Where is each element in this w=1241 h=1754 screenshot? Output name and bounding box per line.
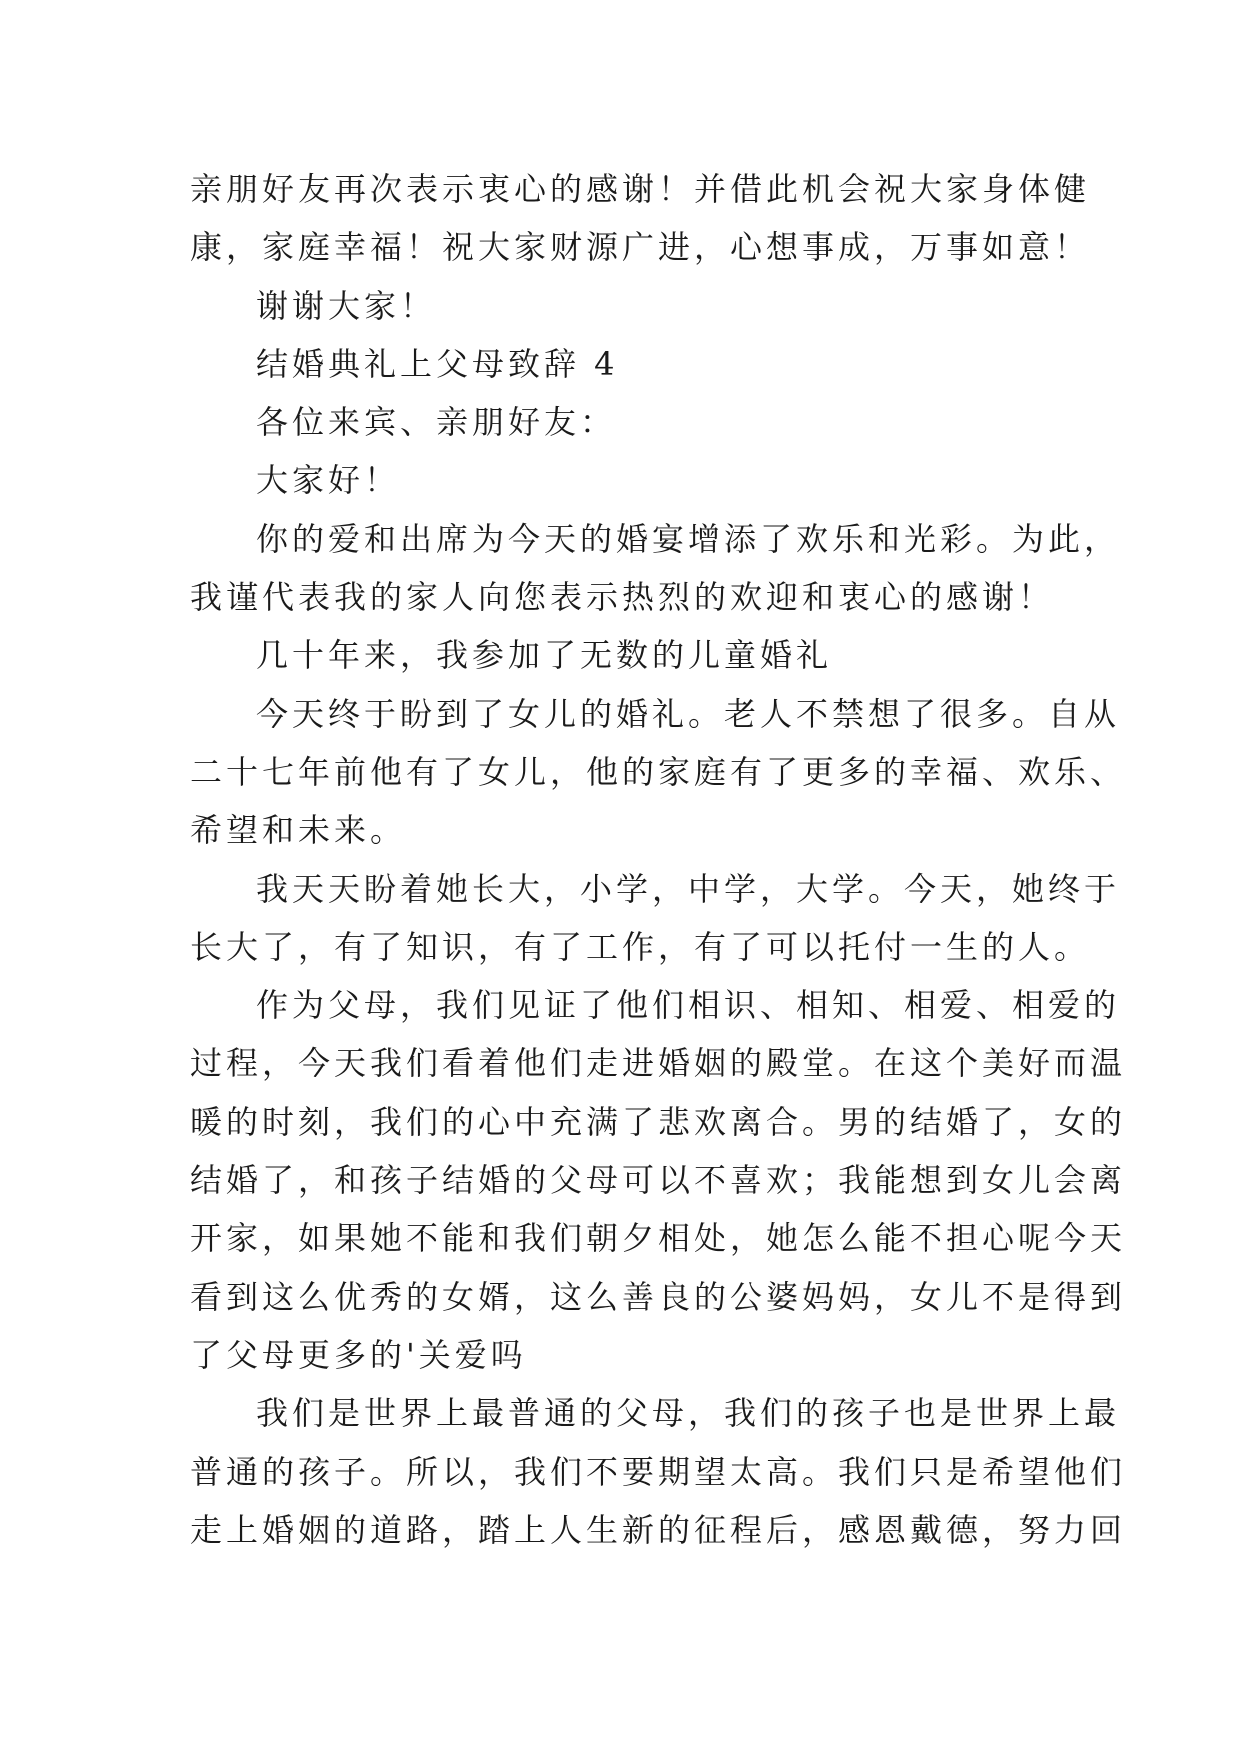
salutation: 各位来宾、亲朋好友： <box>256 403 617 442</box>
text-line: 今天终于盼到了女儿的婚礼。老人不禁想了很多。自从 <box>256 694 1121 733</box>
text-line: 看到这么优秀的女婿，这么善良的公婆妈妈，女儿不是得到 <box>190 1277 1127 1316</box>
text-line: 结婚了，和孩子结婚的父母可以不喜欢；我能想到女儿会离 <box>190 1161 1127 1200</box>
text-line: 作为父母，我们见证了他们相识、相知、相爱、相爱的 <box>256 986 1121 1025</box>
text-line: 普通的孩子。所以，我们不要期望太高。我们只是希望他们 <box>190 1452 1127 1491</box>
text-line: 长大了，有了知识，有了工作，有了可以托付一生的人。 <box>190 927 1091 966</box>
text-line: 暖的时刻，我们的心中充满了悲欢离合。男的结婚了，女的 <box>190 1102 1127 1141</box>
text-line: 走上婚姻的道路，踏上人生新的征程后，感恩戴德，努力回 <box>190 1510 1127 1549</box>
greeting: 大家好！ <box>256 461 401 500</box>
text-line: 亲朋好友再次表示衷心的感谢！并借此机会祝大家身体健 <box>190 170 1091 208</box>
text-line: 谢谢大家！ <box>256 286 437 325</box>
text-line: 我天天盼着她长大，小学，中学，大学。今天，她终于 <box>256 869 1121 908</box>
text-line: 康，家庭幸福！祝大家财源广进，心想事成，万事如意！ <box>190 228 1091 267</box>
text-line: 希望和未来。 <box>190 811 407 850</box>
text-line: 几十年来，我参加了无数的儿童婚礼 <box>256 636 833 675</box>
text-line: 你的爱和出席为今天的婚宴增添了欢乐和光彩。为此， <box>256 519 1121 558</box>
text-line: 开家，如果她不能和我们朝夕相处，她怎么能不担心呢今天 <box>190 1219 1127 1258</box>
text-line: 了父母更多的'关爱吗 <box>190 1335 527 1374</box>
text-line: 二十七年前他有了女儿，他的家庭有了更多的幸福、欢乐、 <box>190 752 1127 791</box>
text-line: 我谨代表我的家人向您表示热烈的欢迎和衷心的感谢！ <box>190 578 1055 617</box>
document-body <box>190 160 1127 1559</box>
text-line: 我们是世界上最普通的父母，我们的孩子也是世界上最 <box>256 1394 1121 1433</box>
text-line: 过程，今天我们看着他们走进婚姻的殿堂。在这个美好而温 <box>190 1044 1127 1083</box>
section-heading: 结婚典礼上父母致辞 4 <box>256 344 619 383</box>
